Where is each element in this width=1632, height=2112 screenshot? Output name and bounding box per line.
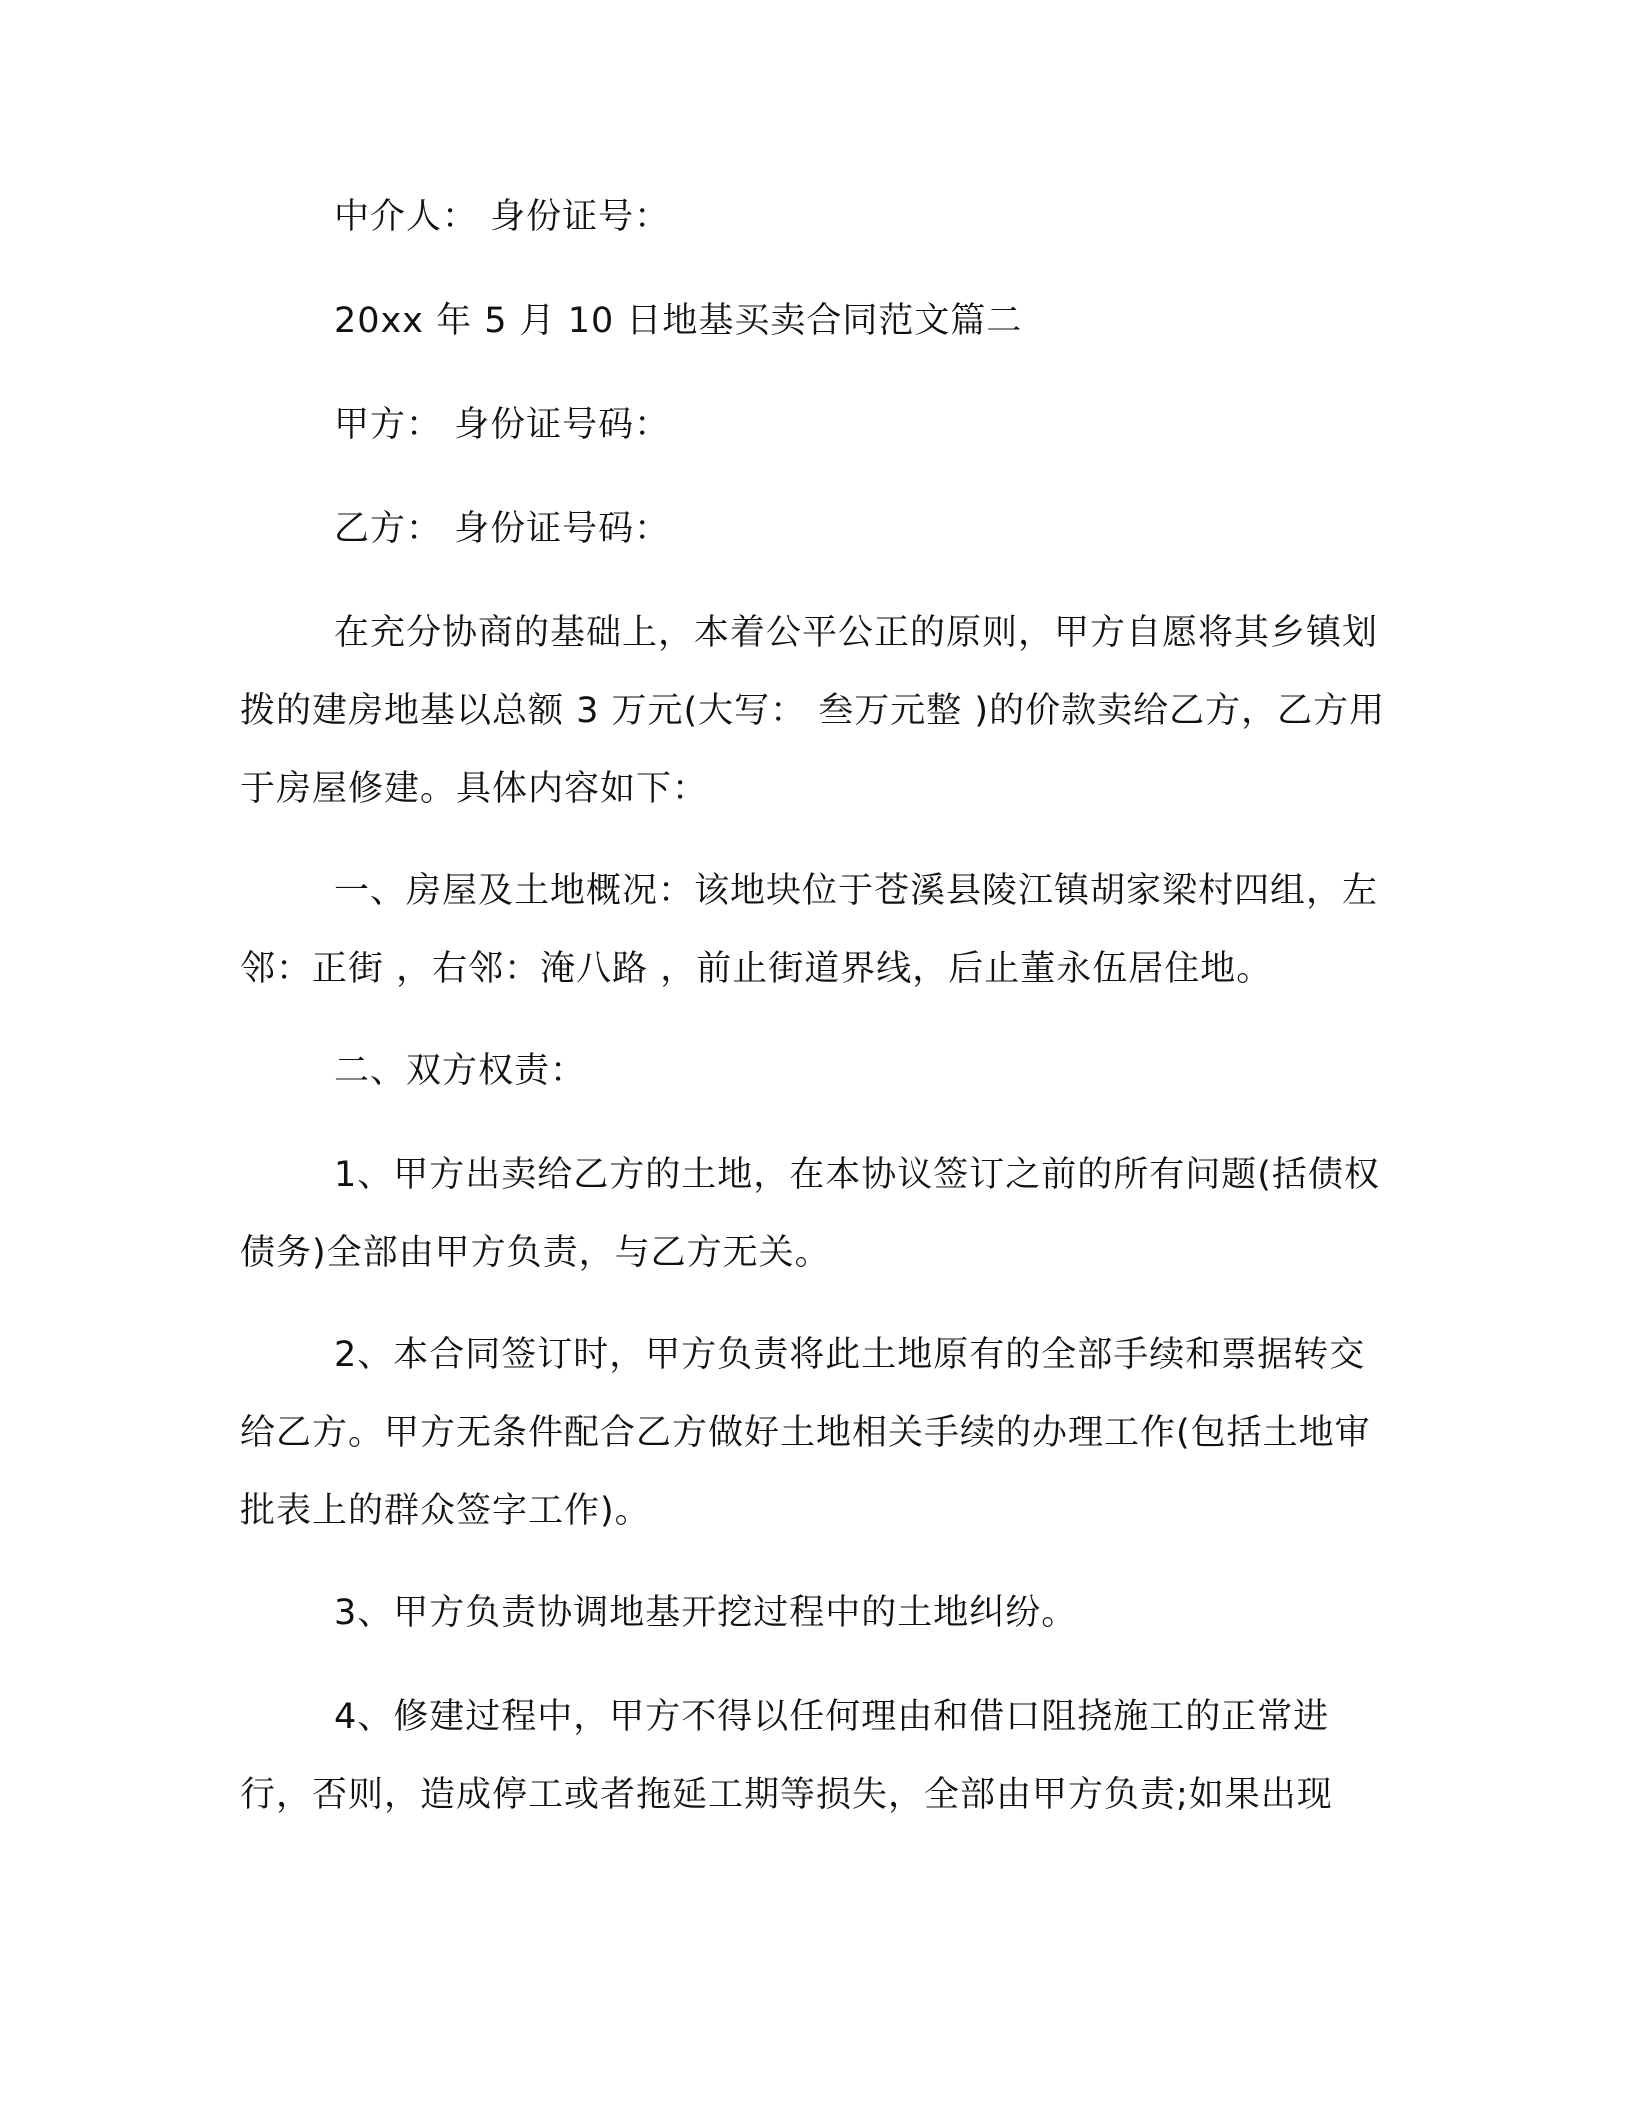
item-four-paragraph: 4、修建过程中，甲方不得以任何理由和借口阻挠施工的正常进行，否则，造成停工或者拖延工期等损失，全部由甲方负责;如果出现	[240, 1697, 1333, 1815]
party-b-line: 乙方： 身份证号码：	[334, 509, 671, 549]
intro-paragraph: 在充分协商的基础上，本着公平公正的原则，甲方自愿将其乡镇划拨的建房地基以总额 3 万元(大写： 叁万元整 )的价款卖给乙方，乙方用于房屋修建。具体内容如下：	[240, 613, 1386, 809]
section-two-heading: 二、双方权责：	[334, 1051, 587, 1091]
item-one-paragraph: 1、甲方出卖给乙方的土地，在本协议签订之前的所有问题(括债权债务)全部由甲方负责，与乙方无关。	[240, 1155, 1380, 1273]
section-one-paragraph: 一、房屋及土地概况：该地块位于苍溪县陵江镇胡家梁村四组，左邻：正街 ，右邻：淹八路 ，前止街道界线，后止董永伍居住地。	[240, 871, 1379, 989]
item-three-paragraph: 3、甲方负责协调地基开挖过程中的土地纠纷。	[334, 1593, 1078, 1633]
document-body	[240, 178, 1390, 1834]
contract-title-line: 20xx 年 5 月 10 日地基买卖合同范文篇二	[334, 301, 1023, 341]
mediator-line: 中介人： 身份证号：	[334, 197, 671, 237]
party-a-line: 甲方： 身份证号码：	[334, 405, 671, 445]
item-two-paragraph: 2、本合同签订时，甲方负责将此土地原有的全部手续和票据转交给乙方。甲方无条件配合乙方做好土地相关手续的办理工作(包括土地审批表上的群众签字工作)。	[240, 1335, 1371, 1531]
